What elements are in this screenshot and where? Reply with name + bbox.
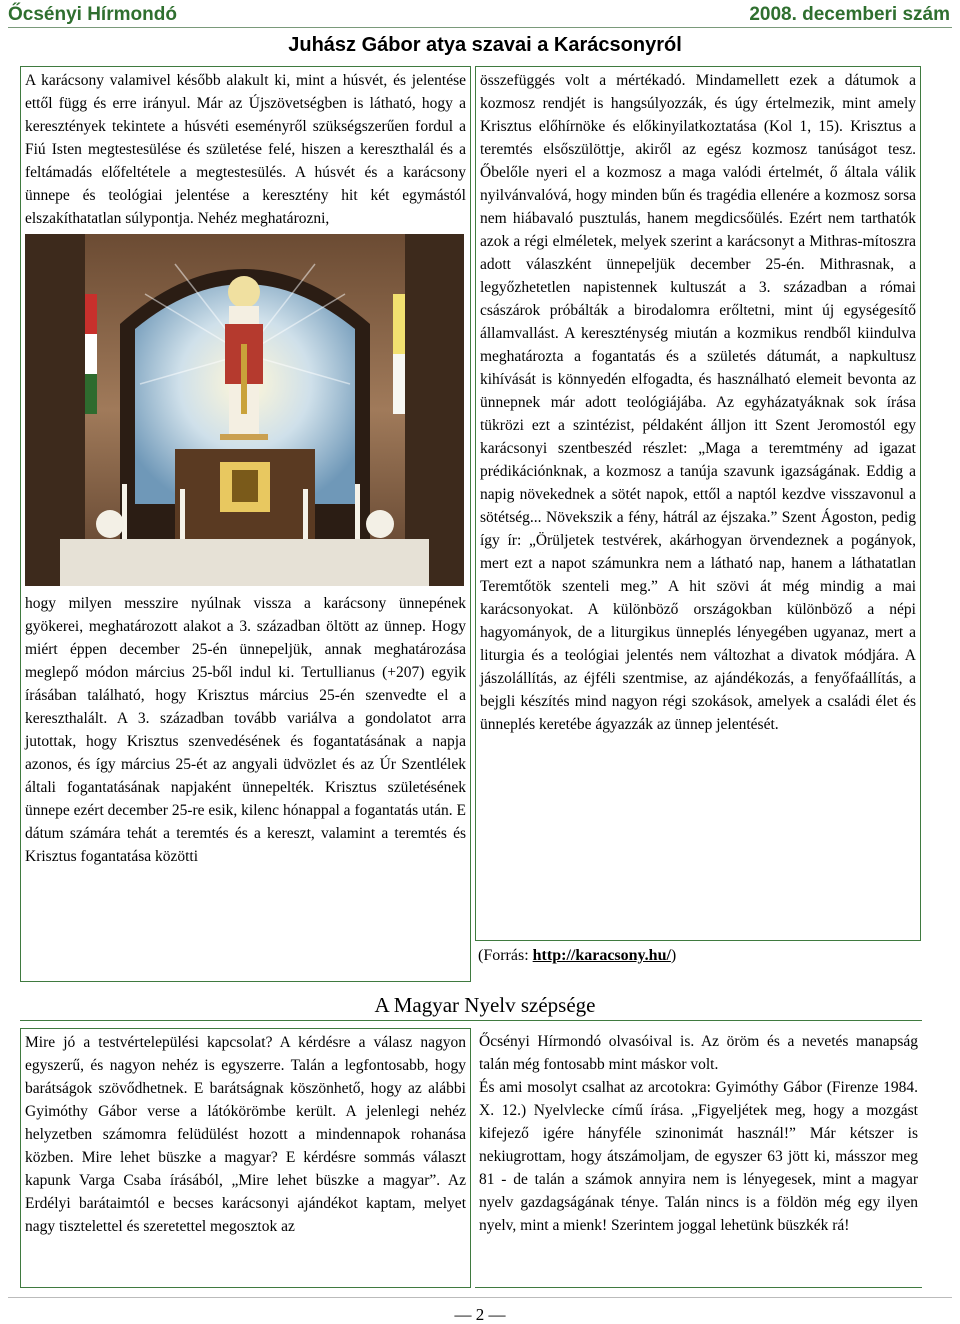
section-title: A Magyar Nyelv szépsége: [374, 993, 596, 1017]
header-divider: [8, 27, 952, 28]
section-left-column: [20, 1028, 471, 1288]
article-left-column: [20, 66, 471, 982]
section-right-column: [475, 1028, 922, 1288]
publication-name: Őcsényi Hírmondó: [8, 4, 177, 25]
section-paragraph-left: Mire jó a testvértelepülési kapcsolat? A kérdésre a válasz nagyon egyszerű, és nagyon nehéz is egyszerre. Talán a legfontosabb, hogy barátságok szövődhetnek. E barátságnak köszönhető, hogy az alábbi Gyimóthy Gábor verse a látókörömbe került. A jelenlegi nehéz helyzetben számomra felüdülést hozott a mindennapok rohanása közben. Mire lehet büszke a magyar? E kérdésre sommás választ kapunk Varga Csaba írásából, „Mire lehet büszke a magyar”. Az Erdélyi barátaimtól e becses karácsonyi ajándékot kaptam, melyet nagy tisztelettel és szeretettel megosztok az: [25, 1034, 466, 1235]
source-line: [478, 947, 676, 965]
article-right-column: [475, 66, 921, 941]
source-prefix: (Forrás:: [478, 947, 533, 964]
article-title: Juhász Gábor atya szavai a Karácsonyról: [288, 34, 682, 56]
section-divider: [20, 1020, 922, 1021]
article-paragraph-right: összefüggés volt a mértékadó. Mindamellett ezek a dátumok a kozmosz rendjét is hangsúlyozzák, és úgy értelmezik, mint amely Krisztus előhírnöke és előkinyilatkoztatása (Kol 1, 15). Krisztus a teremtés elsőszülöttje, akiről az egész kozmosz tanúságot tesz. Őbelőle nyeri el a kozmosz a maga valódi értelmét, ő általa válik nyilvánvalóvá, hogy minden bűn és tragédia ellenére a kozmosz sorsa nem hiábavaló pusztulás, hanem megdicsőülés. Ezért nem tarthatók azok a régi elméletek, melyek szerint a karácsonyt a Mithras-mítoszra adott válaszként ünnepeljük december 25-én. Mithrasnak, a legyőzhetetlen napistennek kultuszát a 3. században a római császárok próbálták a birodalomra erőltetni, mint új egységesítő államvallást. A kereszténység miután a kozmikus rendből kiindulva meghatározta a fogantatás és a születés dátumát, a napkultusz kihívását is könnyedén elfogadta, és használható elemeit bevonta az ünnepnek már adott teológiájába. Az egyházatyáknak sok írása tükrözi ezt a szintézist, példaként álljon itt Szent Jeromostól egy karácsonyi szentbeszéd részlet: „Maga a teremtmény ad igazat prédikációnknak, a kozmosz a tanúja szavunk igazságának. Eddig a napig növekednek a sötét napok, ettől a naptól kezdve visszavonul a sötétség... Növekszik a fény, hátrál az éjszaka.” Szent Ágoston, pedig így ír: „Örüljetek testvérek, akárhogyan örvendeznek a pogányok, mert ezt a napot számunkra nem a látható nap, hanem a láthatatlan Teremtőtök szenteli meg.” A hit szövi át még mindig a mai karácsonyokat. A különböző országokban különböző a népi hagyományok, de a liturgikus ünneplés lényegében ugyanaz, mert a liturgia és a teológiai jelentés nem változhat a divatok módjára. A jászolállítás, az éjféli szentmise, az ajándékozás, a fenyőfaállítás, a bejgli készítés mind nagyon régi szokások, amelyek a családi élet és ünneplés keretébe ágyazzák az ünnep jelentését.: [480, 72, 916, 733]
article-paragraph-bottom: hogy milyen messzire nyúlnak vissza a karácsony ünnepének gyökerei, meghatározott alakot a 3. században öltött az ünnep. Hogy miért éppen december 25-én ünnepeljük, annak meghatározása meglepő módon március 25-ből indul ki. Tertullianus (+207) egyik írásában található, hogy Krisztus március 25-én szenvedte el a kereszthalált. A 3. században tovább variálva a gondolatot arra jutottak, hogy Krisztus szenvedésének és fogantatásának a napja azonos, és így március 25-ét az angyali üdvözlet és az Úr Szentlélek általi fogantatásának napjaként ünnepelték. Krisztus születésének ünnepe ezért december 25-re esik, kilenc hónappal a fogantatás után. E dátum számára tehát a teremtés és a kereszt, valamint a teremtés és Krisztus fogantatása közötti: [25, 595, 466, 865]
page-number: — 2 —: [454, 1305, 506, 1324]
church-altar-photo: [25, 234, 464, 586]
footer-divider: [8, 1297, 952, 1298]
article-paragraph-top: A karácsony valamivel később alakult ki, mint a húsvét, és jelentése ettől függ és erre irányul. Már az Újszövetségben is látható, hogy a keresztények tekintete a húsvéti eseményről szükségszerűen fordul a Fiú Isten megtestesülése és születése felé, hiszen a kereszthalál és a feltámadás előfeltétele a megtestesülés. A húsvét és a karácsony ünnepe és teológiai jelentése a keresztény hit két egymástól elszakíthatatlan súlypontja. Nehéz meghatározni,: [25, 72, 466, 227]
section-paragraph-right-2: És ami mosolyt csalhat az arcotokra: Gyimóthy Gábor (Firenze 1984. X. 12.) Nyelvlecke című írása. „Figyeljétek meg, hogy a mozgást kifejező igére hányféle szinonimát használ!” Már kétszer is nekiugrottam, hogy átszámoljam, de egyszer 63 jött ki, másszor meg 81 - de talán a számok annyira nem is lényegesek, mint a magyar nyelv gazdagságának ténye. Talán nincs is a földön még egy ilyen nyelv, mint a mienk! Szerintem joggal lehetünk büszkék rá!: [479, 1079, 918, 1234]
section-paragraph-right-1: Őcsényi Hírmondó olvasóival is. Az öröm és a nevetés manapság talán még fontosabb mint máskor volt.: [479, 1033, 918, 1073]
issue-date: 2008. decemberi szám: [749, 4, 950, 25]
source-link[interactable]: http://karacsony.hu/: [532, 947, 671, 964]
source-suffix: ): [670, 947, 677, 964]
